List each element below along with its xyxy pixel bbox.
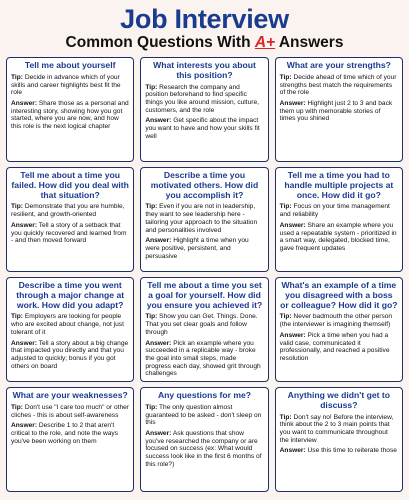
tip-text: Focus on your time management and reliability	[279, 203, 390, 219]
answer-label: Answer:	[279, 221, 306, 229]
card-answer	[11, 340, 129, 371]
answer-text: Share an example where you used a repeatable system - prioritized in a smart way, delegated, blocked time, gave frequent updates	[279, 221, 397, 252]
card-answer	[145, 340, 263, 379]
question-card-set-a-goal	[140, 277, 268, 382]
tip-text: Even if you are not in leadership, they want to see leadership here - tailoring your approach to the situation and personalities involved	[145, 203, 258, 234]
card-question: Tell me about a time you set a goal for yourself. How did you ensure you achieved it?	[146, 280, 263, 310]
answer-label: Answer:	[11, 422, 38, 430]
tip-label: Tip:	[279, 313, 292, 321]
question-card-tell-me-about-yourself	[6, 57, 134, 162]
card-question: Any questions for me?	[157, 390, 252, 400]
tip-text: Show you can Get. Things. Done. That you set clear goals and follow through	[145, 313, 258, 336]
answer-label: Answer:	[145, 237, 172, 245]
question-card-interests	[140, 57, 268, 162]
tip-label: Tip:	[145, 83, 158, 91]
question-card-strengths	[275, 57, 403, 162]
card-tip	[145, 84, 263, 115]
tip-label: Tip:	[145, 313, 158, 321]
card-answer	[11, 222, 129, 245]
card-question: What interests you about this position?	[153, 60, 256, 80]
card-answer	[280, 332, 398, 363]
question-card-disagreed	[275, 277, 403, 382]
card-answer	[11, 422, 129, 445]
subtitle-grade: A+	[254, 34, 276, 51]
card-question: Tell me a time you had to handle multiple projects at once. How did it go?	[284, 170, 394, 200]
card-answer	[145, 237, 263, 260]
card-tip	[280, 313, 398, 328]
question-card-failed	[6, 167, 134, 272]
subtitle-text-after: Answers	[275, 34, 344, 51]
card-tip	[11, 404, 129, 419]
tip-text: Decide ahead of time which of your strengths best match the requirements of the role	[279, 73, 397, 97]
card-question: What's an example of a time you disagreed with a boss or colleague? How did it go?	[280, 280, 398, 310]
answer-label: Answer:	[11, 221, 38, 229]
answer-text: Tell a story of a setback that you quickly recovered and learned from - and then moved forward	[11, 221, 127, 245]
answer-text: Use this time to reiterate those	[307, 447, 397, 455]
answer-label: Answer:	[145, 117, 172, 125]
card-tip	[11, 74, 129, 97]
tip-label: Tip:	[145, 203, 158, 211]
card-question: What are your strengths?	[286, 60, 391, 70]
card-tip	[11, 203, 129, 218]
tip-text: Don't use "I care too much" or other cliches - this is about self-awareness	[11, 403, 129, 419]
question-card-multiple-projects	[275, 167, 403, 272]
tip-label: Tip:	[279, 413, 292, 421]
card-question: What are your weaknesses?	[12, 390, 128, 400]
tip-label: Tip:	[11, 203, 23, 211]
tip-label: Tip:	[279, 73, 292, 81]
answer-text: Tell a story about a big change that impacted you directly and that you adjusted to quickly; bonus if you got others on board	[11, 339, 129, 370]
tip-label: Tip:	[11, 403, 23, 411]
tip-label: Tip:	[11, 313, 23, 321]
tip-label: Tip:	[279, 203, 292, 211]
answer-text: Highlight a time when you were positive, persistent, and persuasive	[145, 237, 249, 260]
answer-label: Answer:	[145, 339, 172, 347]
answer-text: Pick a time when you had a valid case, communicated it professionally, and reached a positive resolution	[279, 331, 390, 362]
answer-label: Answer:	[11, 99, 38, 107]
answer-label: Answer:	[279, 331, 306, 339]
answer-text: Ask questions that show you've researched the company or are focused on success (ex: What would success look like in the first 6 months of this role?)	[145, 429, 262, 468]
answer-label: Answer:	[145, 429, 172, 437]
page-subtitle	[6, 34, 403, 52]
answer-text: Highlight just 2 to 3 and back them up with memorable stories of times you shined	[279, 99, 393, 123]
question-card-motivated-others	[140, 167, 268, 272]
question-card-anything-else	[275, 387, 403, 492]
card-tip	[11, 313, 129, 336]
question-grid	[6, 57, 403, 492]
card-question: Describe a time you went through a major change at work. How did you adapt?	[16, 280, 125, 310]
tip-text: Research the company and position beforehand to find specific things you like around mission, culture, customers, and the role	[145, 83, 259, 114]
card-answer	[145, 430, 263, 469]
card-question: Tell me about a time you failed. How did you deal with that situation?	[11, 170, 129, 200]
card-tip	[280, 414, 398, 445]
card-tip	[280, 74, 398, 97]
tip-text: Demonstrate that you are humble, resilient, and growth-oriented	[11, 203, 125, 219]
tip-text: Don't say no! Before the interview, think about the 2 to 3 main points that you want to communicate throughout the interview	[279, 413, 394, 444]
card-tip	[145, 313, 263, 336]
card-tip	[145, 404, 263, 427]
card-tip	[280, 203, 398, 218]
card-answer	[280, 447, 398, 455]
tip-label: Tip:	[11, 73, 23, 81]
tip-text: The only question almost guaranteed to be asked - don't sleep on this	[145, 403, 262, 427]
card-answer	[11, 100, 129, 131]
card-answer	[145, 117, 263, 140]
card-question: Describe a time you motivated others. How did you accomplish it?	[150, 170, 259, 200]
subtitle-text-before: Common Questions With	[65, 34, 255, 51]
answer-text: Describe 1 to 2 that aren't critical to the role, and note the ways you've been working on them	[11, 422, 119, 445]
answer-label: Answer:	[279, 99, 306, 107]
card-tip	[145, 203, 263, 234]
tip-text: Decide in advance which of your skills and career highlights best fit the role	[11, 73, 121, 97]
question-card-any-questions	[140, 387, 268, 492]
card-question: Anything we didn't get to discuss?	[287, 390, 390, 410]
page-title: Job Interview	[120, 4, 289, 34]
answer-label: Answer:	[11, 339, 38, 347]
card-question: Tell me about yourself	[24, 60, 116, 70]
tip-text: Never badmouth the other person (the interviewer is imagining themself)	[279, 313, 393, 329]
answer-text: Pick an example where you succeeded in a replicable way - broke the goal into small steps, made progress each day, showed grit through challenges	[145, 339, 261, 378]
card-answer	[280, 222, 398, 253]
tip-text: Employers are looking for people who are excited about change, not just tolerant of it	[11, 313, 124, 336]
answer-text: Get specific about the impact you want to have and how your skills fit well	[145, 117, 260, 140]
question-card-weaknesses	[6, 387, 134, 492]
tip-label: Tip:	[145, 403, 158, 411]
answer-text: Share those as a personal and interesting story, showing how you got started, where you are now, and how this role is the next logical chapter	[11, 99, 129, 131]
answer-label: Answer:	[279, 447, 306, 455]
question-card-major-change	[6, 277, 134, 382]
card-answer	[280, 100, 398, 123]
